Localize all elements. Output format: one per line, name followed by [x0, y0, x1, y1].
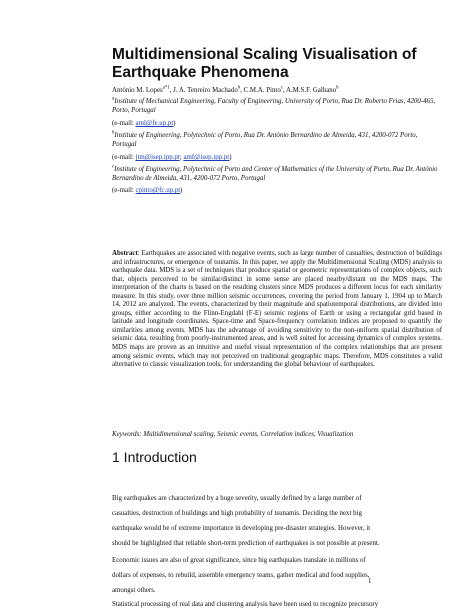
email-suffix: ): [173, 120, 176, 127]
body-line: Big earthquakes are characterized by a huge severity, usually defined by a large number of: [112, 495, 362, 502]
email-prefix: (e-mail:: [112, 154, 136, 161]
author-name: António M. Lopes: [112, 87, 163, 94]
body-line: earthquake would be of extreme importance in developing pre-disaster strategies. However, it: [112, 525, 371, 532]
body-line: Statistical processing of real data and clustering analysis have been used to recognize precursory: [112, 601, 379, 608]
author-affiliation-mark: a*1: [162, 85, 170, 91]
affiliation-text: Institute of Engineering, Polytechnic of Porto and Center of Mathematics of the University of Porto, Rua Dr. António Bernardino de Almeida, 431, 4200-072 Porto, Portugal: [112, 166, 438, 182]
keywords: Keywords: Multidimensional scaling, Seismic events, Correlation indices, Visualization: [112, 431, 354, 438]
author-name: , J. A. Tenreiro Machado: [169, 87, 238, 94]
author-affiliation-mark: b: [237, 85, 241, 91]
abstract-text: : Earthquakes are associated with negative events, such as large number of casualties, destruction of buildings and infrastructures, or emergence of tsunamis. In this paper, we apply the Multidimensional Scaling (MDS) analysis to earthquake data. MDS is a set of techniques that produce spatial or geometric representations of complex objects, such that, objects perceived to be similar/distinct in some sense are placed nearby/distant on the MDS maps. The interpretation of the charts is based on the resulting clusters since MDS produces a different locus for each similarity measure. In this study, over three million seismic occurrences, covering the period from January 1, 1904 up to March 14, 2012 are analyzed. The events, characterized by their magnitude and spatiotemporal distributions, are divided into groups, either according to the Flinn-Engdahl (F-E) seismic regions of Earth or using a rectangular grid based in latitude and longitude coordinates. Space-time and Space-frequency correlation indices are proposed to quantify the similarities among events. MDS has the advantage of avoiding sensitivity to the non-uniform spatial distribution of seismic data, resulting from poorly-instrumented areas, and is well suited for accessing dynamics of complex systems. MDS maps are proven as an intuitive and useful visual representation of the complex relationships that are present among seismic events, which may not perceived on traditional geographic maps. Therefore, MDS constitutes a valid alternative to classic visualization tools, for understanding the global behaviour of earthquakes.: [112, 250, 442, 369]
email-link[interactable]: cpinto@fc.up.pt: [135, 187, 181, 194]
email-link[interactable]: jtm@isep.ipp.pt: [135, 154, 180, 161]
affiliation: [112, 131, 442, 149]
body-line: dollars of expenses, to rebuild, assemble emergency teams, gather medical and food supplies,: [112, 572, 370, 579]
affiliation-mark: c: [112, 164, 115, 170]
author-affiliation-mark: b: [336, 85, 339, 91]
email-prefix: (e-mail:: [112, 187, 136, 194]
body-line: casualties, destruction of buildings and high probability of tsunamis. Deciding the next big: [112, 510, 362, 517]
affiliation-text: Institute of Engineering, Polytechnic of Porto, Rua Dr. António Bernardino de Almeida, 431, 4200-072 Porto, Portugal: [112, 132, 418, 148]
page-number: 1: [368, 578, 372, 585]
affiliation-text: Institute of Mechanical Engineering, Faculty of Engineering, University of Porto, Rua Dr. Roberto Frias, 4200-465, Porto, Portugal: [112, 98, 436, 114]
author-name: , C.M.A. Pinto: [240, 87, 281, 94]
email-line: [112, 186, 442, 195]
paper-title: [112, 46, 432, 82]
affiliation-mark: b: [112, 130, 115, 136]
author-affiliation-mark: c: [280, 85, 283, 91]
email-suffix: ): [229, 154, 232, 161]
affiliation: [112, 165, 442, 183]
abstract: [112, 250, 442, 370]
email-link[interactable]: aml@fe.up.pt: [135, 120, 174, 127]
email-line: [112, 119, 442, 128]
body-line: amongst others.: [112, 587, 156, 594]
author-name: , A.M.S.F. Galhano: [282, 87, 337, 94]
body-line: Economic issues are also of great significance, since big earthquakes translate in millions of: [112, 557, 366, 564]
abstract-label: Abstract: [112, 250, 138, 257]
body-line: should be highlighted that reliable short-term prediction of earthquakes is not possible at present.: [112, 540, 380, 547]
author-list: [112, 86, 442, 95]
title-line: Earthquake Phenomena: [112, 64, 289, 81]
affiliation: [112, 97, 442, 115]
email-line: [112, 153, 442, 162]
section-heading: 1 Introduction: [112, 449, 197, 465]
affiliation-mark: a: [112, 96, 115, 102]
email-suffix: ): [180, 187, 183, 194]
email-prefix: (e-mail:: [112, 120, 136, 127]
email-separator: ;: [179, 154, 184, 161]
title-line: Multidimensional Scaling Visualisation of: [112, 46, 417, 63]
email-link[interactable]: amf@isep.ipp.pt: [183, 154, 230, 161]
